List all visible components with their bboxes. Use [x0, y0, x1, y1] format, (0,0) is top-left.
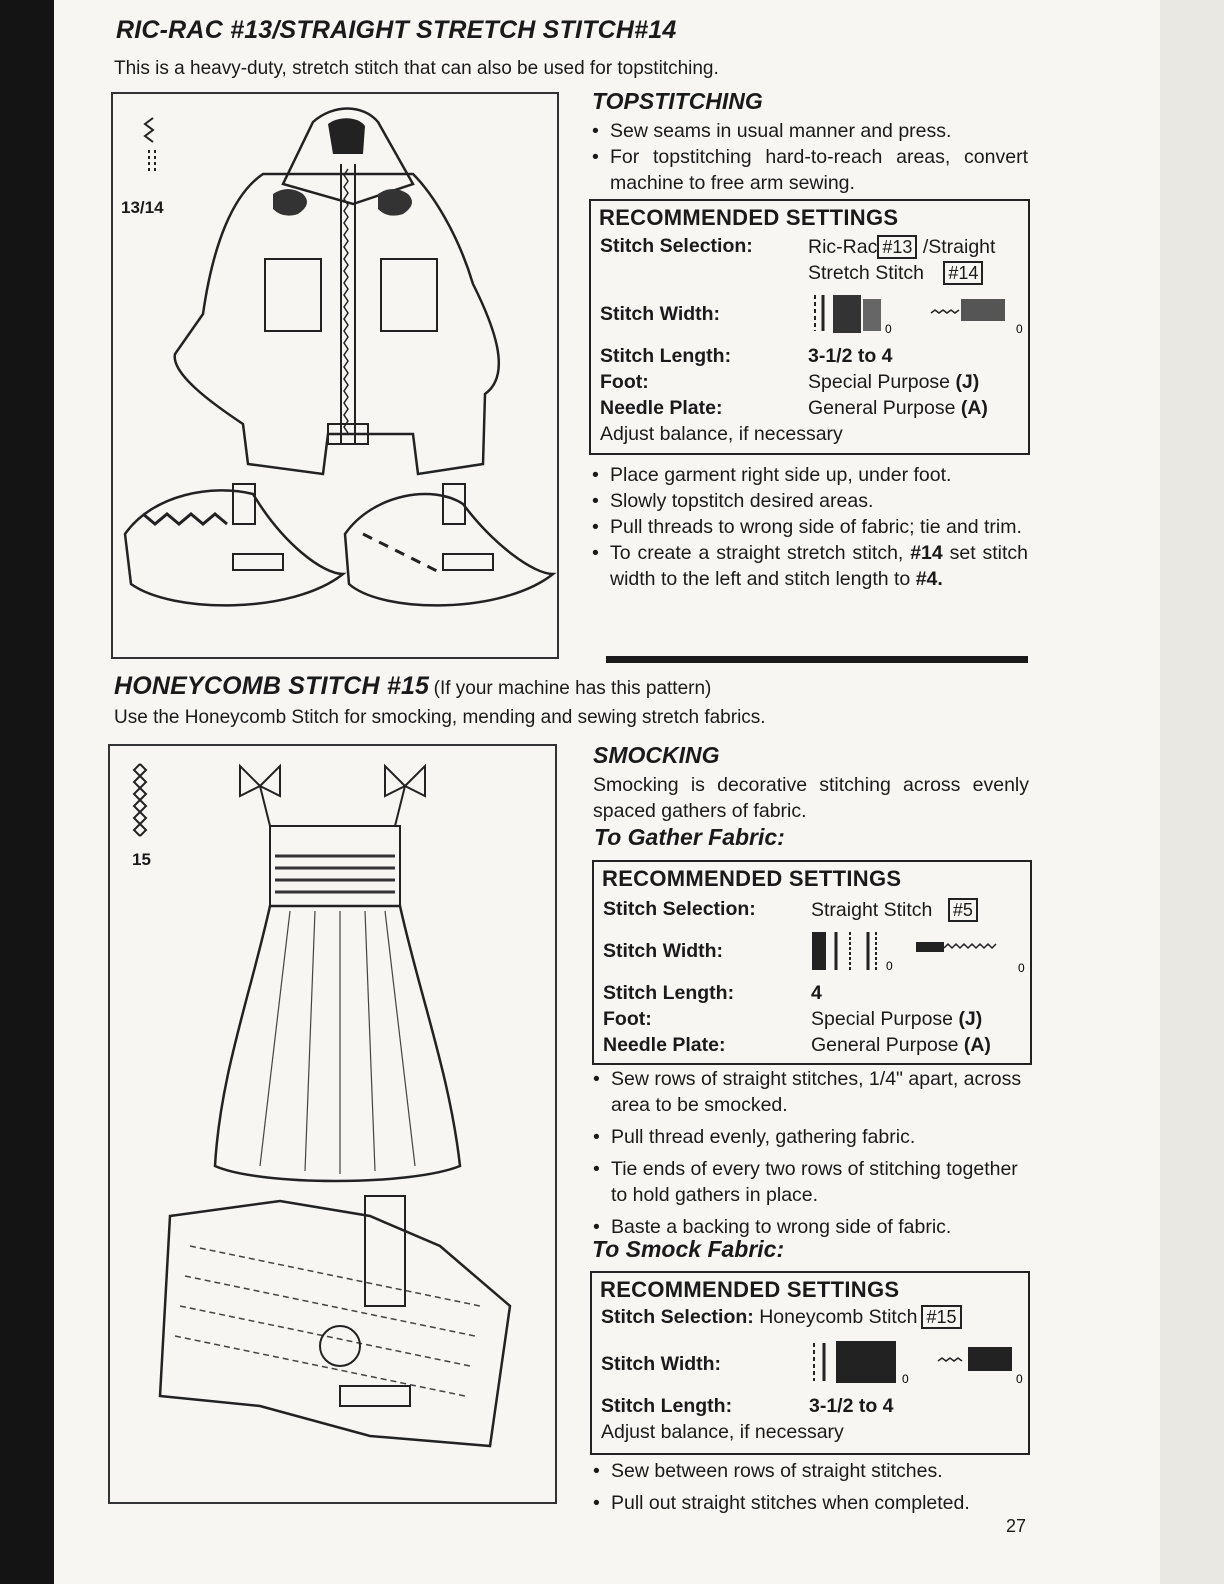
- section2-title: HONEYCOMB STITCH #15: [114, 672, 430, 700]
- stitch-name: Honeycomb Stitch: [759, 1306, 918, 1328]
- settings-title: RECOMMENDED SETTINGS: [602, 866, 902, 891]
- list-item: • Sew rows of straight stitches, 1/4" apart, across area to be smocked.: [593, 1066, 1029, 1118]
- list-item: • Baste a backing to wrong side of fabric.: [593, 1214, 1029, 1240]
- balance-note: Adjust balance, if necessary: [600, 423, 843, 445]
- section2-intro: Use the Honeycomb Stitch for smocking, mending and sewing stretch fabrics.: [114, 707, 766, 728]
- smocking-heading: SMOCKING: [593, 742, 720, 768]
- list-item: • Slowly topstitch desired areas.: [592, 488, 1028, 514]
- recommended-settings-box-1: [589, 199, 1030, 455]
- recommended-settings-box-3: [590, 1271, 1030, 1455]
- stitch-number-label: 15: [132, 850, 151, 869]
- stitch-width-label: Stitch Width:: [600, 303, 721, 325]
- section1-title: RIC-RAC #13/STRAIGHT STRETCH STITCH#14: [116, 16, 677, 44]
- shirt-illustration: [111, 92, 559, 659]
- section2-title-note: (If your machine has this pattern): [433, 678, 712, 699]
- list-item: • Sew between rows of straight stitches.: [593, 1458, 1029, 1484]
- stitch-length-value: 3-1/2 to 4: [809, 1395, 894, 1417]
- smocking-description: Smocking is decorative stitching across evenly spaced gathers of fabric.: [593, 774, 1029, 822]
- needle-plate-value: [811, 1034, 991, 1057]
- stitch-length-label: Stitch Length:: [600, 345, 732, 367]
- foot-name: Special Purpose: [811, 1008, 954, 1030]
- stitch-number-box: #15: [921, 1305, 961, 1329]
- stitch-width-dial-icon: [810, 1339, 1024, 1387]
- svg-text:0: 0: [902, 1372, 909, 1386]
- stitch-name: Straight Stitch: [811, 899, 933, 921]
- foot-label: Foot:: [603, 1008, 652, 1030]
- page-number: 27: [1006, 1516, 1027, 1536]
- list-item: • For topstitching hard-to-reach areas, convert machine to free arm sewing.: [592, 144, 1028, 196]
- list-item: • Pull threads to wrong side of fabric; tie and trim.: [592, 514, 1028, 540]
- stitch-number-label: 13/14: [121, 198, 164, 217]
- stitch-name-ricrac: Ric-Rac: [808, 236, 878, 258]
- smock-steps-list: [593, 1458, 1029, 1516]
- svg-text:0: 0: [886, 959, 893, 973]
- settings-title: RECOMMENDED SETTINGS: [600, 1277, 900, 1302]
- stitch-selection-value-line2: [808, 261, 983, 285]
- stitch-width-dial-icon: [810, 928, 1024, 974]
- needle-plate-name: General Purpose: [811, 1034, 959, 1056]
- gather-fabric-heading: To Gather Fabric:: [594, 824, 785, 850]
- list-item: • Place garment right side up, under foot.: [592, 462, 1028, 488]
- step-text: set stitch width to the left and stitch length to: [610, 542, 1028, 590]
- svg-text:0: 0: [885, 322, 892, 336]
- stitch-selection-label: Stitch Selection:: [601, 1306, 754, 1328]
- gather-steps-list: [593, 1066, 1029, 1240]
- svg-text:0: 0: [1016, 322, 1023, 336]
- stitch-width-label: Stitch Width:: [601, 1353, 722, 1375]
- shirt-drawing: [113, 94, 557, 657]
- stitch-number-box: #14: [943, 261, 983, 285]
- step-text: To create a straight stretch stitch,: [610, 542, 911, 564]
- foot-name: Special Purpose: [808, 371, 951, 393]
- needle-plate-label: Needle Plate:: [600, 397, 723, 419]
- stitch-selection-row: [601, 1305, 962, 1329]
- needle-plate-code: (A): [963, 1034, 991, 1056]
- recommended-settings-box-2: [592, 860, 1032, 1065]
- foot-code: (J): [955, 371, 980, 393]
- scan-left-edge: [0, 0, 54, 1584]
- needle-plate-value: [808, 397, 988, 420]
- topstitch-steps-list: [592, 462, 1028, 592]
- list-item: • Tie ends of every two rows of stitching together to hold gathers in place.: [593, 1156, 1029, 1208]
- smock-fabric-heading: To Smock Fabric:: [592, 1236, 785, 1262]
- stitch-number-box: #13: [877, 235, 917, 259]
- step-bold: #4.: [915, 568, 943, 590]
- foot-value: [811, 1008, 982, 1031]
- list-item: [592, 540, 1028, 592]
- dress-illustration: [108, 744, 557, 1504]
- list-item: • Pull thread evenly, gathering fabric.: [593, 1124, 1029, 1150]
- stitch-selection-value: [811, 898, 978, 922]
- stitch-selection-value: [808, 235, 995, 259]
- settings-title: RECOMMENDED SETTINGS: [599, 205, 899, 230]
- stitch-selection-label: Stitch Selection:: [603, 898, 756, 920]
- step-bold: #14: [910, 542, 943, 564]
- stitch-width-label: Stitch Width:: [603, 940, 724, 962]
- list-item: • Sew seams in usual manner and press.: [592, 118, 1028, 144]
- svg-text:0: 0: [1016, 1372, 1023, 1386]
- stitch-length-value: 3-1/2 to 4: [808, 345, 893, 367]
- topstitching-list: [592, 118, 1028, 196]
- list-item: • Pull out straight stitches when completed.: [593, 1490, 1029, 1516]
- needle-plate-label: Needle Plate:: [603, 1034, 726, 1056]
- stitch-length-label: Stitch Length:: [603, 982, 735, 1004]
- stitch-name-stretch: Stretch Stitch: [808, 262, 924, 284]
- dress-drawing: [110, 746, 555, 1502]
- section-divider: [606, 656, 1028, 663]
- stitch-number-box: #5: [948, 898, 978, 922]
- needle-plate-code: (A): [960, 397, 988, 419]
- section2-heading-line: [114, 672, 711, 701]
- scan-right-edge: [1160, 0, 1224, 1584]
- stitch-length-label: Stitch Length:: [601, 1395, 733, 1417]
- stitch-length-value: 4: [811, 982, 822, 1004]
- stitch-name-straight: /Straight: [922, 236, 996, 258]
- balance-note: Adjust balance, if necessary: [601, 1421, 844, 1443]
- stitch-width-dial-icon: [811, 291, 1021, 337]
- stitch-selection-label: Stitch Selection:: [600, 235, 753, 257]
- needle-plate-name: General Purpose: [808, 397, 956, 419]
- foot-label: Foot:: [600, 371, 649, 393]
- foot-value: [808, 371, 979, 394]
- svg-text:0: 0: [1018, 961, 1025, 975]
- section1-intro: This is a heavy-duty, stretch stitch that can also be used for topstitching.: [114, 58, 719, 79]
- foot-code: (J): [958, 1008, 983, 1030]
- topstitching-heading: TOPSTITCHING: [592, 88, 763, 114]
